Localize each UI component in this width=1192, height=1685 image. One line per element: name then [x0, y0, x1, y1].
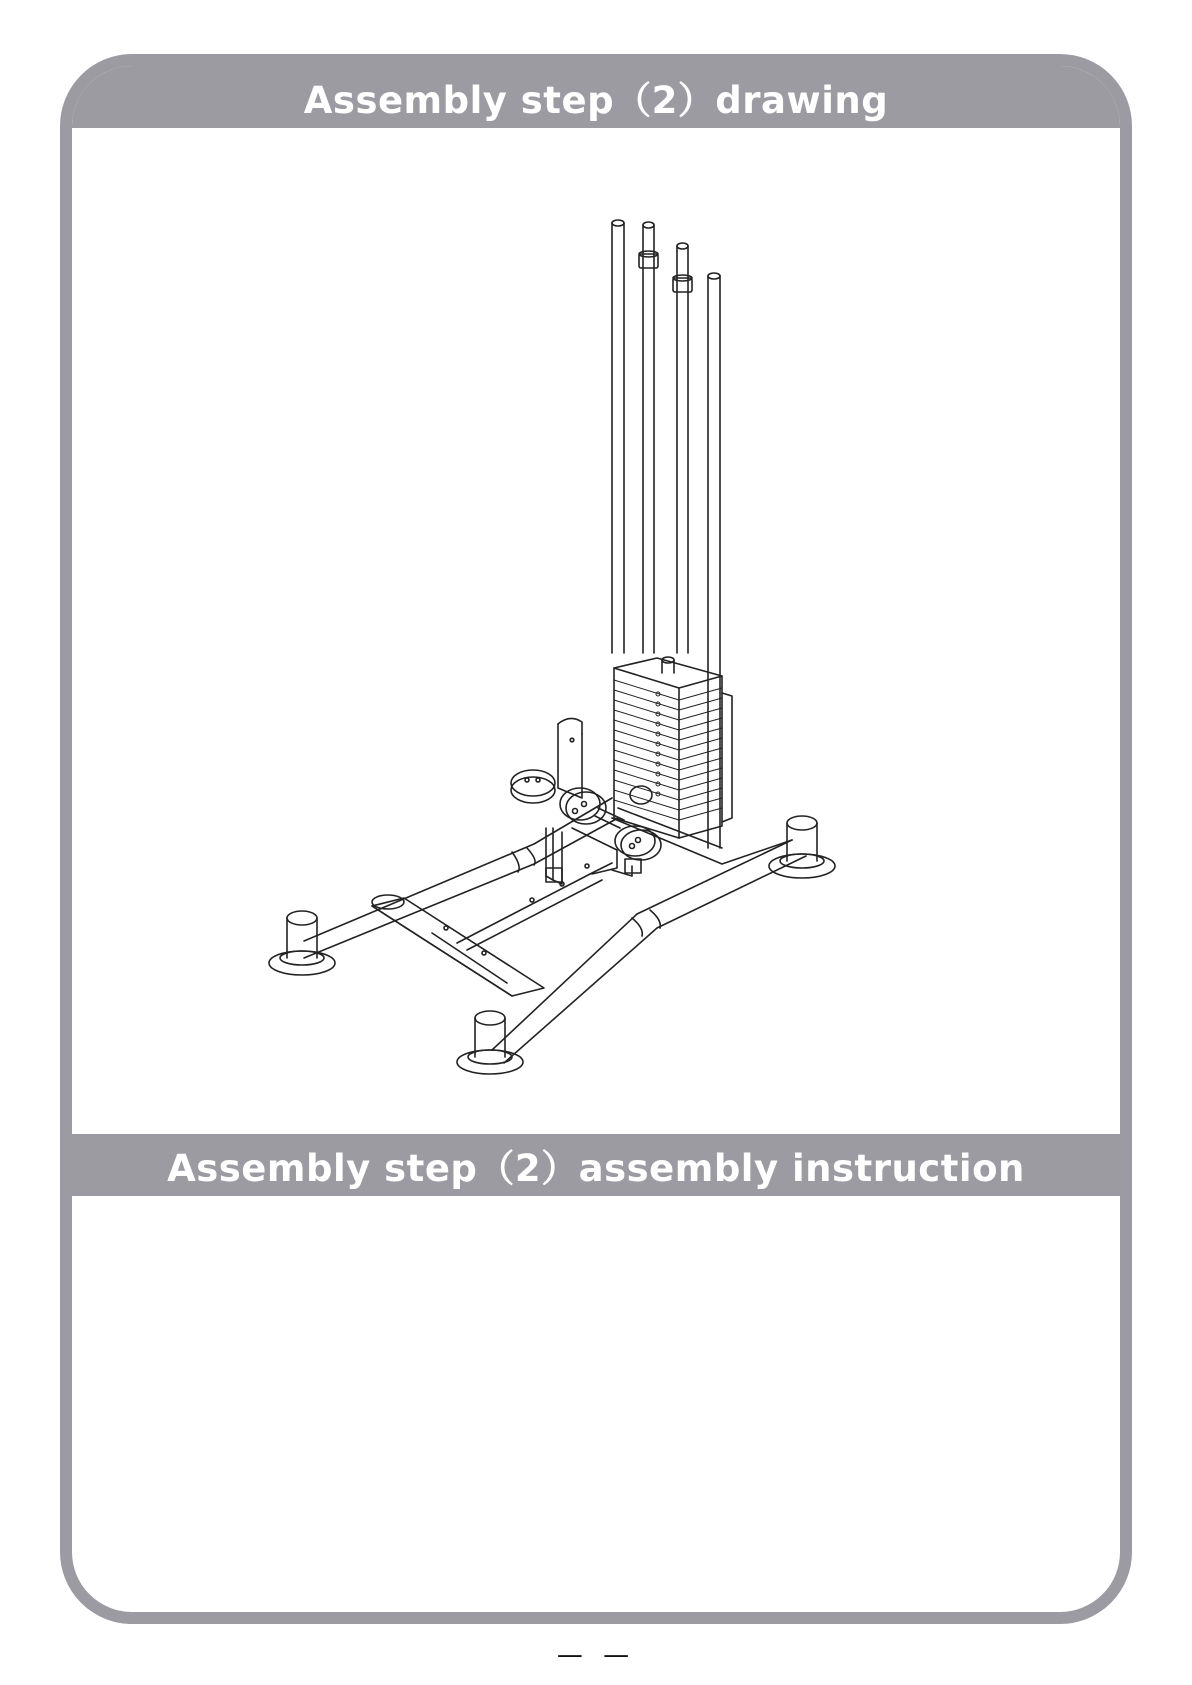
guide-rods: [612, 220, 720, 848]
instruction-header-bar: [72, 1134, 1120, 1196]
instruction-area: [72, 1196, 1120, 1624]
page-frame: [60, 54, 1132, 1624]
weight-stack: [614, 657, 732, 838]
drawing-header-bar: [72, 66, 1120, 128]
page-number: — —: [556, 1640, 636, 1670]
machine-line-drawing: [72, 128, 1120, 1134]
drawing-header-title: Assembly step（2）drawing: [303, 79, 889, 122]
instruction-header-title: Assembly step（2）assembly instruction: [167, 1147, 1025, 1190]
upright-and-pulleys: [511, 718, 661, 884]
base-frame: [304, 798, 806, 1063]
assembly-drawing: [72, 128, 1120, 1134]
